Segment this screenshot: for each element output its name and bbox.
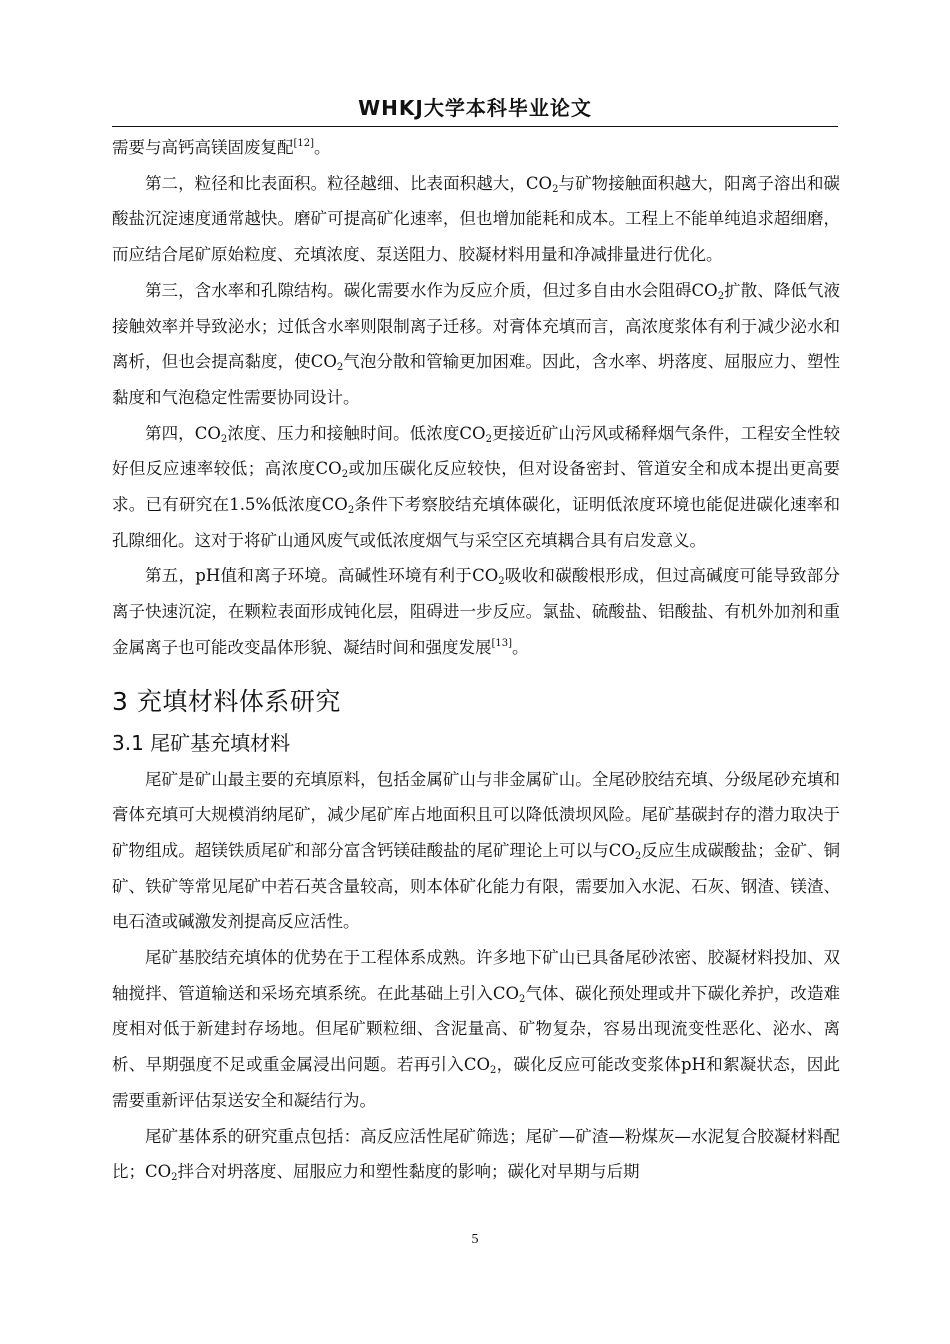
body-text	[112, 130, 840, 1190]
paragraph-tailings-intro: 尾矿是矿山最主要的充填原料，包括金属矿山与非金属矿山。全尾砂胶结充填、分级尾砂充填和膏体充填可大规模消纳尾矿，减少尾矿库占地面积且可以降低溃坝风险。尾矿基碳封存的潜力取决于矿物组成。超镁铁质尾矿和部分富含钙镁硅酸盐的尾矿理论上可以与$CO_2$反应生成碳酸盐；金矿、铜矿、铁矿等常见尾矿中若石英含量较高，则本体矿化能力有限，需要加入水泥、石灰、钢渣、镁渣、电石渣或碱激发剂提高反应活性。	[112, 769, 841, 932]
citation-ref: [12]	[293, 138, 315, 149]
paragraph-particle-size: 第二，粒径和比表面积。粒径越细、比表面积越大，$CO_2$与矿物接触面积越大，阳离子溶出和碳酸盐沉淀速度通常越快。磨矿可提高矿化速率，但也增加能耗和成本。工程上不能单纯追求超细磨，而应结合尾矿原始粒度、充填浓度、泵送阻力、胶凝材料用量和净减排量进行优化。	[112, 173, 841, 265]
paragraph-ph: 第五，pH值和离子环境。高碱性环境有利于$CO_2$吸收和碳酸根形成，但过高碱度可能导致部分离子快速沉淀，在颗粒表面形成钝化层，阻碍进一步反应。氯盐、硫酸盐、铝酸盐、有机外加剂和重金属离子也可能改变晶体形貌、凝结时间和强度发展[13]。	[112, 566, 841, 657]
paragraph-moisture: 第三，含水率和孔隙结构。碳化需要水作为反应介质，但过多自由水会阻碍$CO_2$扩散、降低气液接触效率并导致泌水；过低含水率则限制离子迁移。对膏体充填而言，高浓度浆体有利于减少泌水和离析，但也会提高黏度，使$CO_2$气泡分散和管输更加困难。因此，含水率、坍落度、屈服应力、塑性黏度和气泡稳定性需要协同设计。	[112, 280, 841, 407]
section-heading: 3 充填材料体系研究	[112, 686, 341, 716]
citation-ref: [13]	[491, 637, 513, 649]
paragraph-research-focus: 尾矿基体系的研究重点包括：高反应活性尾矿筛选；尾矿—矿渣—粉煤灰—水泥复合胶凝材料配比；$CO_2$拌合对坍落度、屈服应力和塑性黏度的影响；碳化对早期与后期	[112, 1126, 840, 1184]
paragraph-co2-concentration: 第四，$CO_2$浓度、压力和接触时间。低浓度$CO_2$更接近矿山污风或稀释烟气条件，工程安全性较好但反应速率较低；高浓度$CO_2$或加压碳化反应较快，但对设备密封、管道安全和成本提出更高要求。已有研究在1.5%低浓度$CO_2$条件下考察胶结充填体碳化，证明低浓度环境也能促进碳化速率和孔隙细化。这对于将矿山通风废气或低浓度烟气与采空区充填耦合具有启发意义。	[112, 423, 841, 550]
paragraph-continuation: 需要与高钙高镁固废复配[12]。	[112, 138, 331, 157]
page-header-title: WHKJ大学本科毕业论文	[358, 96, 592, 120]
header-divider	[112, 126, 838, 127]
subsection-heading: 3.1 尾矿基充填材料	[112, 730, 291, 755]
paragraph-tailings-advantage: 尾矿基胶结充填体的优势在于工程体系成熟。许多地下矿山已具备尾砂浓密、胶凝材料投加、双轴搅拌、管道输送和采场充填系统。在此基础上引入$CO_2$气体、碳化预处理或井下碳化养护，改造难度相对低于新建封存场地。但尾矿颗粒细、含泥量高、矿物复杂，容易出现流变性恶化、泌水、离析、早期强度不足或重金属浸出问题。若再引入$CO_2$，碳化反应可能改变浆体pH和絮凝状态，因此需要重新评估泵送安全和凝结行为。	[112, 948, 841, 1110]
page-number: 5	[471, 1232, 479, 1247]
